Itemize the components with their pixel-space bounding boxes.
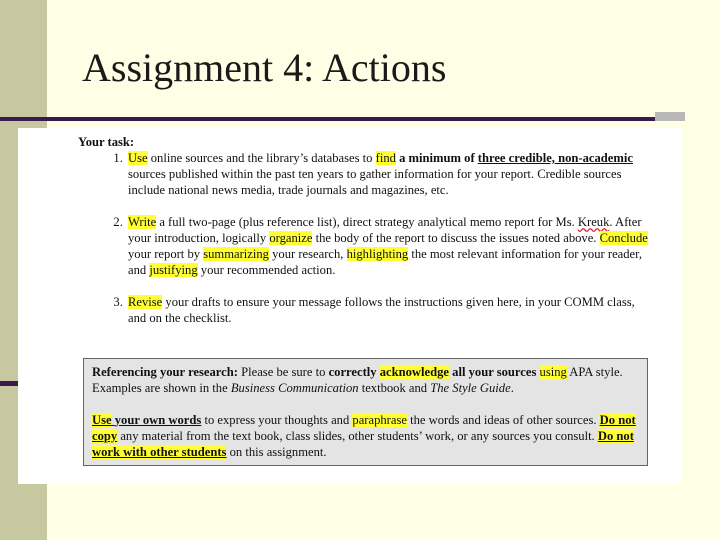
box-text: . [510, 381, 514, 395]
task-text: a full two-page (plus reference list), direct strategy analytical memo report for Ms. [156, 215, 578, 229]
task-text: your recommended action. [197, 263, 336, 277]
bold-underlined-text: three credible, non-academic [477, 151, 633, 165]
task-item-1 [126, 150, 653, 198]
highlight-text: highlighting [346, 247, 409, 261]
box-text: on this assignment. [226, 445, 327, 459]
task-text: your drafts to ensure your message follows the instructions given here, in your COMM class, and on the checklist. [128, 295, 635, 325]
task-text: . After your introduction, logically [128, 215, 642, 245]
italic-text: The Style Guide [430, 381, 511, 395]
task-text: your report by [128, 247, 204, 261]
highlight-text: Use [92, 413, 112, 427]
own-words-paragraph [92, 412, 639, 460]
highlight-text: find [375, 151, 396, 165]
title-divider-accent [655, 112, 685, 121]
task-section [78, 134, 653, 326]
italic-text: Business Communication [230, 381, 359, 395]
box-text: to express your thoughts and [201, 413, 353, 427]
task-text: your research, [268, 247, 347, 261]
task-text: the most relevant information for your reader, and [128, 247, 642, 277]
bold-underlined-text: your own words [114, 413, 202, 427]
box-text: any material from the text book, class slides, other students’ work, or any sources you consult. [117, 429, 598, 443]
highlight-text: justifying [149, 263, 198, 277]
box-text: textbook and [358, 381, 431, 395]
highlight-text: Revise [128, 295, 163, 309]
task-text: the body of the report to discuss the issues noted above. [312, 231, 600, 245]
task-label: Your task: [78, 135, 135, 149]
slide-title: Assignment 4: Actions [82, 45, 447, 90]
task-item-2 [126, 214, 653, 278]
bold-text: correctly [328, 365, 377, 379]
highlight-text: summarizing [203, 247, 269, 261]
highlight-text: Use [128, 151, 148, 165]
task-list [78, 150, 653, 326]
reference-paragraph [92, 364, 639, 396]
bold-text: all your sources [452, 365, 537, 379]
bold-text: a minimum of [395, 151, 478, 165]
highlight-text: using [539, 365, 567, 379]
box-text: the words and ideas of other sources. [406, 413, 600, 427]
reference-box [83, 358, 648, 466]
highlight-text: organize [269, 231, 313, 245]
highlight-text: Do not work with other students [92, 429, 634, 459]
spellcheck-word: Kreuk [577, 215, 610, 229]
left-divider-stub [0, 381, 20, 386]
box-text: APA style. Examples are shown in the [92, 365, 623, 395]
bold-text: Referencing your research: [92, 365, 238, 379]
highlight-text: acknowledge [379, 365, 449, 379]
highlight-text: Write [128, 215, 157, 229]
task-item-3 [126, 294, 653, 326]
box-text: Please be sure to [237, 365, 329, 379]
task-text: online sources and the library’s databases to [147, 151, 376, 165]
task-text: sources published within the past ten years to gather information for your report. Credible sources include national news media, trade journals and magazines, etc. [128, 167, 622, 197]
highlight-text: Do not copy [92, 413, 636, 443]
title-divider [0, 117, 655, 121]
highlight-text: paraphrase [352, 413, 407, 427]
highlight-text: Conclude [599, 231, 648, 245]
